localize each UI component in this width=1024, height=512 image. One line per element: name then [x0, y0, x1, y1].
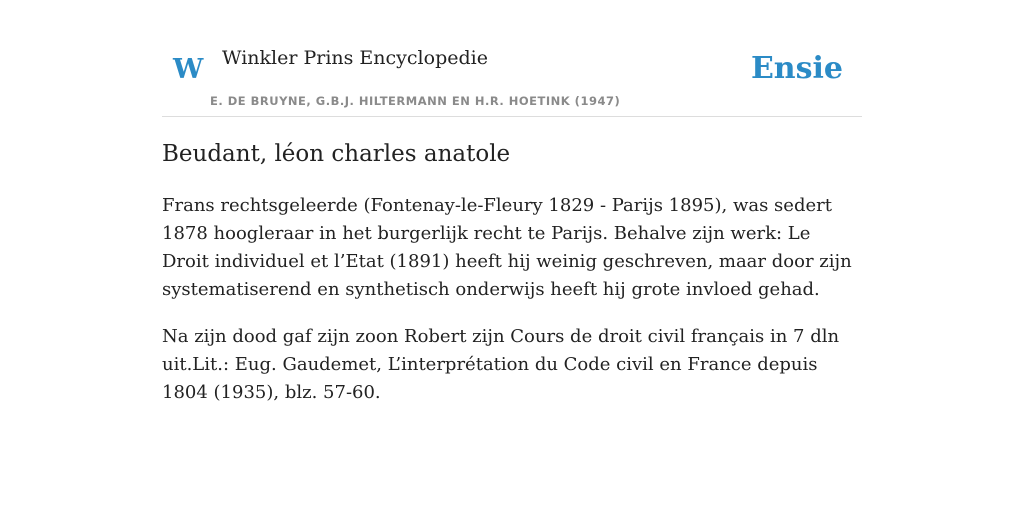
- entry-paragraph: Frans rechtsgeleerde (Fontenay-le-Fleury 1829 - Parijs 1895), was sedert 1878 hoogleraar in het burgerlijk recht te Parijs. Behalve zijn werk: Le Droit individuel et l’Etat (1891) heeft hij weinig geschreven, maar door zijn systematiserend en synthetisch onderwijs heeft hij grote invloed gehad.: [162, 195, 852, 300]
- encyclopedia-authors: E. DE BRUYNE, G.B.J. HILTERMANN EN H.R. HOETINK (1947): [210, 94, 621, 108]
- encyclopedia-title[interactable]: Winkler Prins Encyclopedie: [222, 47, 488, 69]
- page-container: [162, 0, 862, 403]
- entry-paragraph: Na zijn dood gaf zijn zoon Robert zijn Cours de droit civil français in 7 dln uit.Lit.: Eug. Gaudemet, L’interprétation du Code civil en France depuis 1804 (1935), blz. 57-60.: [162, 326, 840, 403]
- entry-body: [162, 192, 862, 426]
- encyclopedia-header: [162, 0, 862, 117]
- winkler-prins-logo[interactable]: W: [173, 54, 204, 85]
- ensie-logo-link[interactable]: Ensie: [750, 51, 843, 86]
- entry-title: Beudant, léon charles anatole: [162, 141, 511, 167]
